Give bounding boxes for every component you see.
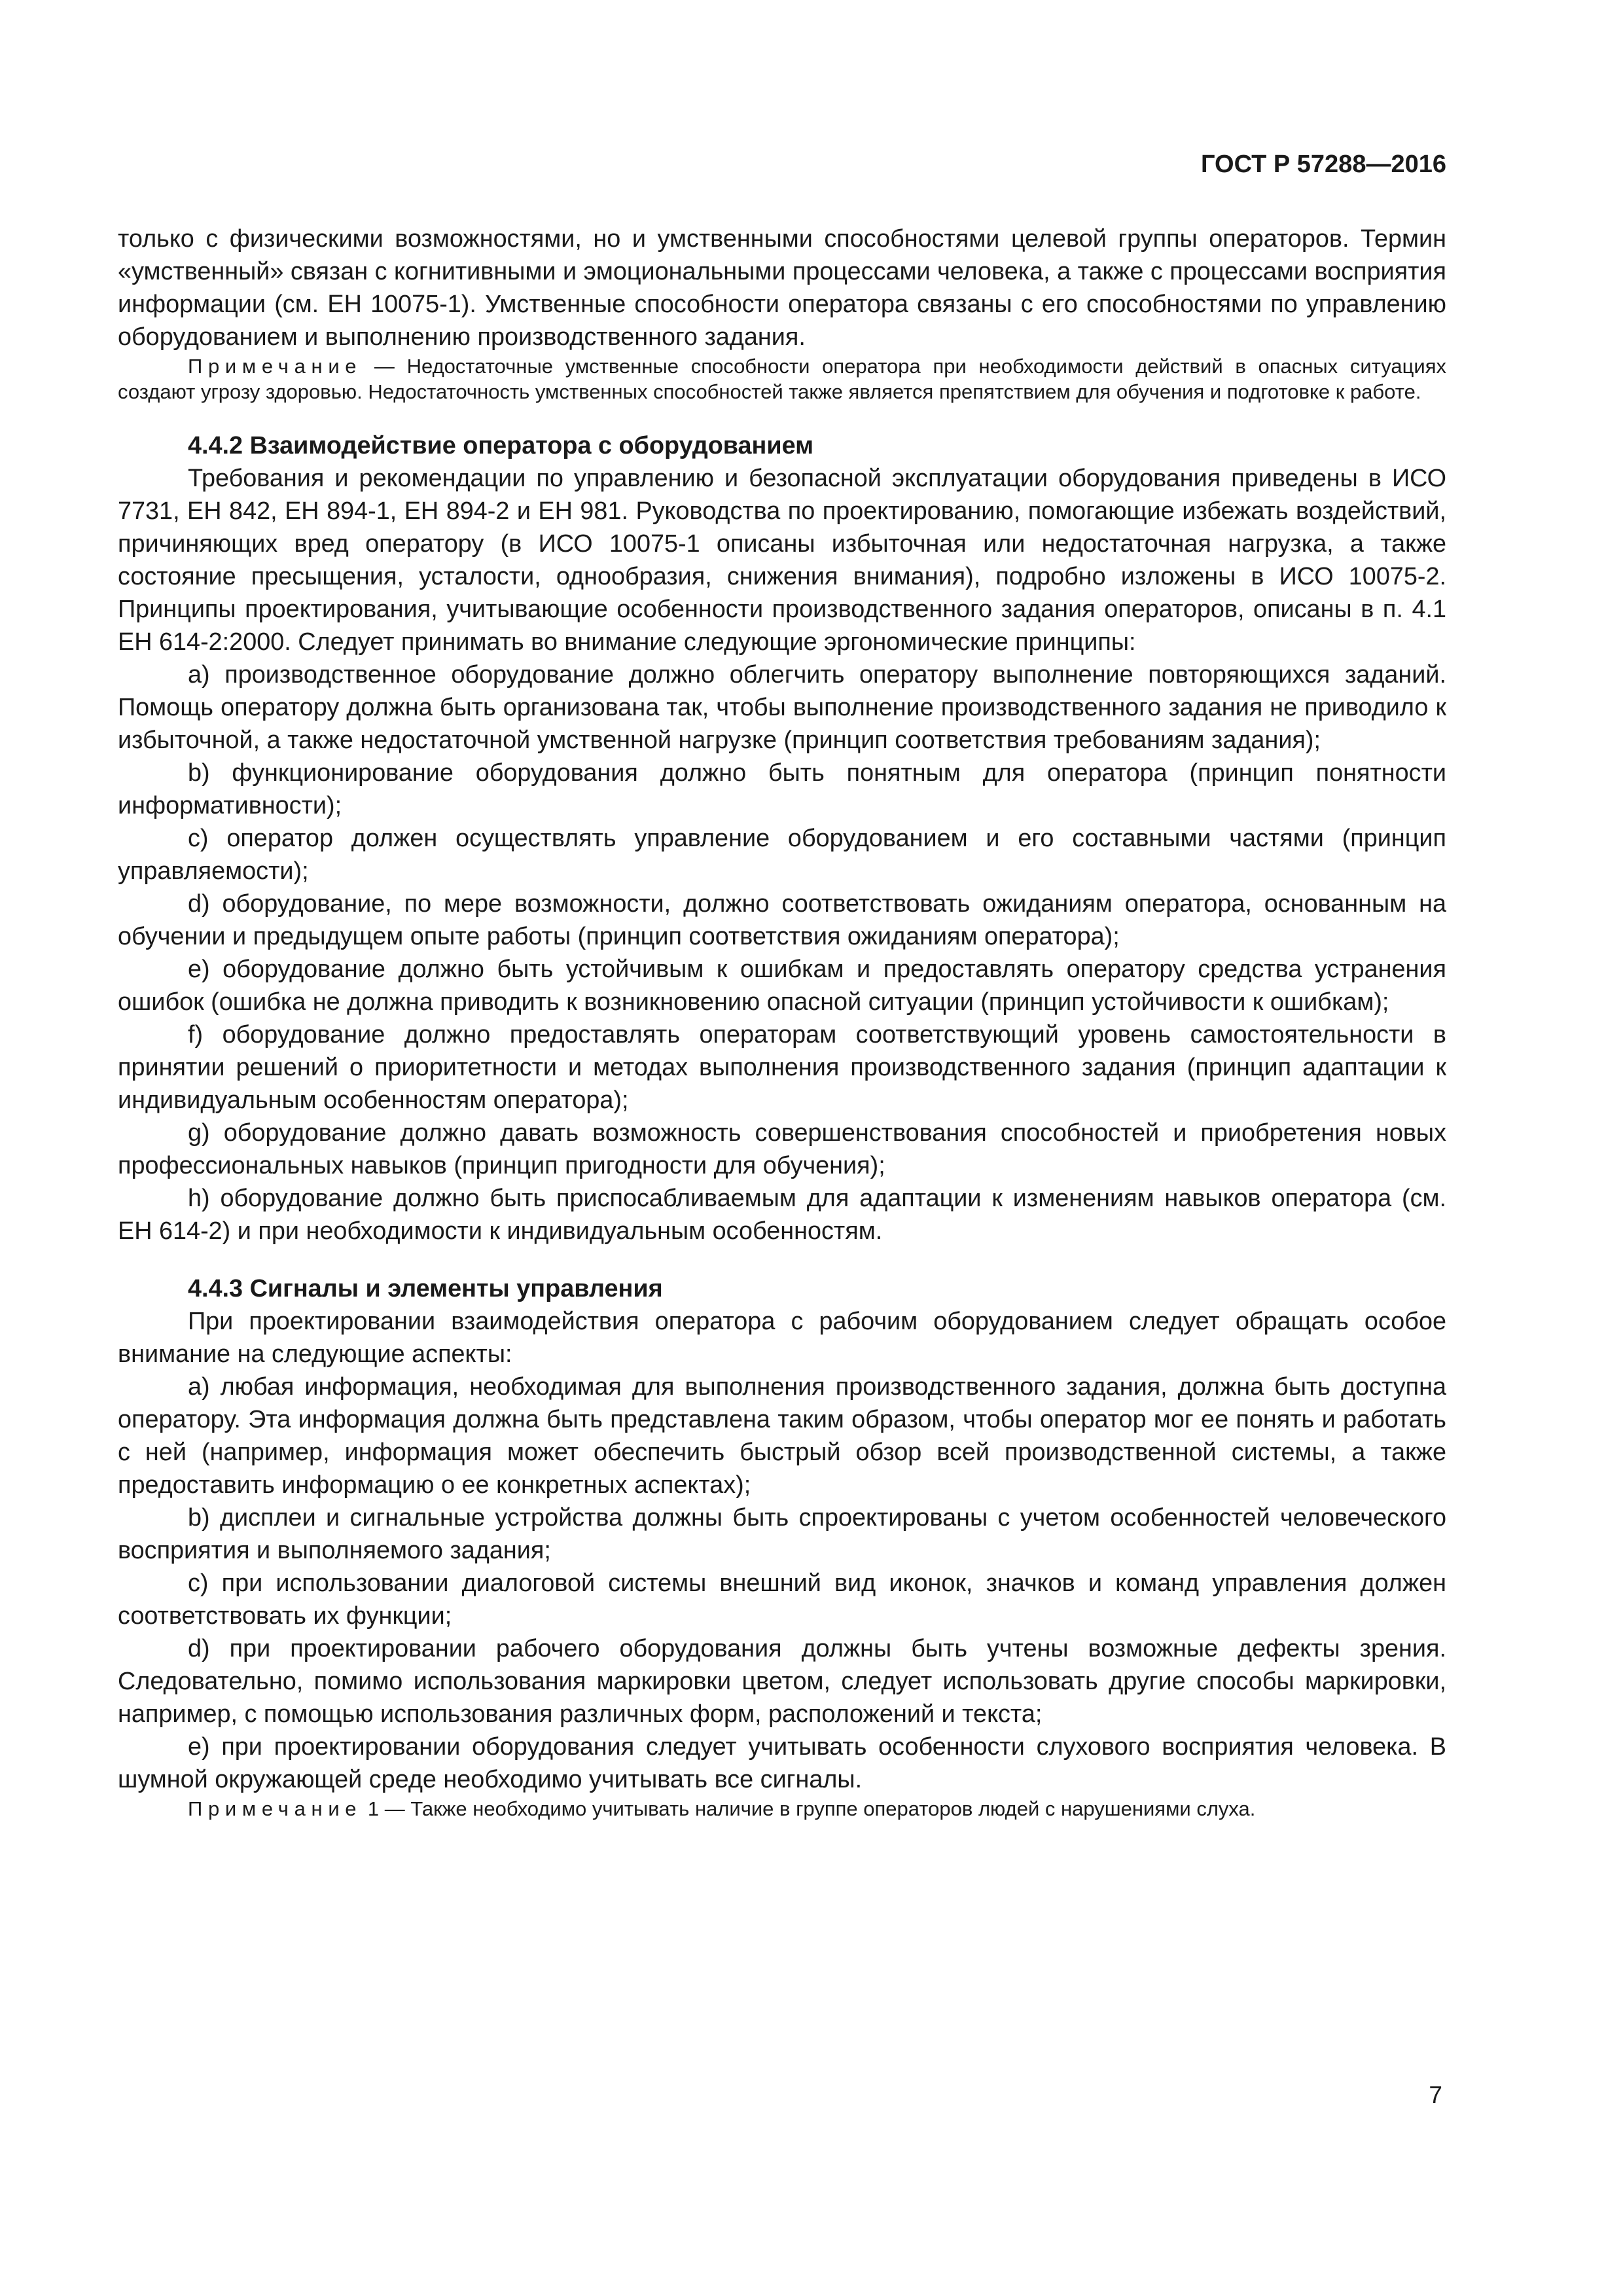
section-4-4-3-intro: При проектировании взаимодействия оператора с рабочим оборудованием следует обращать особое внимание на следующие аспекты: bbox=[118, 1308, 1446, 1368]
section-heading-4-4-2: 4.4.2 Взаимодействие оператора с оборудованием bbox=[188, 432, 814, 459]
list-item-442-a: а) производственное оборудование должно облегчить оператору выполнение повторяющихся заданий. Помощь оператору должна быть организована так, чтобы выполнение производственного задания не приводило к избыточной, а также недостаточной умственной нагрузке (принцип соответствия требованиям задания); bbox=[118, 661, 1446, 754]
list-item-443-c: с) при использовании диалоговой системы внешний вид иконок, значков и команд управления должен соответствовать их функции; bbox=[118, 1570, 1446, 1630]
note-label: Примечание bbox=[188, 1797, 363, 1820]
page-content bbox=[118, 223, 1446, 1821]
list-item-443-b: b) дисплеи и сигнальные устройства должны быть спроектированы с учетом особенностей человеческого восприятия и выполняемого задания; bbox=[118, 1504, 1446, 1564]
section-4-4-3-note bbox=[118, 1796, 1446, 1821]
list-item-442-g: g) оборудование должно давать возможность совершенствования способностей и приобретения новых профессиональных навыков (принцип пригодности для обучения); bbox=[118, 1119, 1446, 1179]
list-item-442-c: с) оператор должен осуществлять управление оборудованием и его составными частями (принцип управляемости); bbox=[118, 825, 1446, 885]
intro-paragraph: только с физическими возможностями, но и умственными способностями целевой группы операторов. Термин «умственный» связан с когнитивными и эмоциональными процессами человека, а также с процессами восприятия информации (см. ЕН 10075-1). Умственные способности оператора связаны с его способностями по управлению оборудованием и выполнению производственного задания. bbox=[118, 225, 1446, 351]
note-text: 1 — Также необходимо учитывать наличие в группе операторов людей с нарушениями слуха. bbox=[362, 1797, 1256, 1820]
list-item-442-h: h) оборудование должно быть приспосабливаемым для адаптации к изменениям навыков оператора (см. ЕН 614-2) и при необходимости к индивидуальным особенностям. bbox=[118, 1185, 1446, 1245]
note-label: Примечание bbox=[188, 355, 363, 378]
section-heading-4-4-3: 4.4.3 Сигналы и элементы управления bbox=[188, 1275, 663, 1302]
list-item-443-a: а) любая информация, необходимая для выполнения производственного задания, должна быть доступна оператору. Эта информация должна быть представлена таким образом, чтобы оператор мог ее понять и работать с ней (например, информация может обеспечить быстрый обзор всей производственной системы, а также предоставить информацию о ее конкретных аспектах); bbox=[118, 1373, 1446, 1499]
page-number: 7 bbox=[1429, 2081, 1442, 2108]
intro-note bbox=[118, 353, 1446, 404]
list-item-442-e: е) оборудование должно быть устойчивым к ошибкам и предоставлять оператору средства устранения ошибок (ошибка не должна приводить к возникновению опасной ситуации (принцип устойчивости к ошибкам); bbox=[118, 956, 1446, 1016]
list-item-443-d: d) при проектировании рабочего оборудования должны быть учтены возможные дефекты зрения. Следовательно, помимо использования маркировки цветом, следует использовать другие способы маркировки, например, с помощью использования различных форм, расположений и текста; bbox=[118, 1635, 1446, 1728]
list-item-442-f: f) оборудование должно предоставлять операторам соответствующий уровень самостоятельности в принятии решений о приоритетности и методах выполнения производственного задания (принцип адаптации к индивидуальным особенностям оператора); bbox=[118, 1021, 1446, 1114]
list-item-442-d: d) оборудование, по мере возможности, должно соответствовать ожиданиям оператора, основанным на обучении и предыдущем опыте работы (принцип соответствия ожиданиям оператора); bbox=[118, 890, 1446, 950]
document-id: ГОСТ Р 57288—2016 bbox=[1201, 151, 1446, 178]
note-text: — Недостаточные умственные способности оператора при необходимости действий в опасных ситуациях создают угрозу здоровью. Недостаточность умственных способностей также является препятствием для обучения и подготовке к работе. bbox=[118, 355, 1446, 403]
section-4-4-2-intro: Требования и рекомендации по управлению и безопасной эксплуатации оборудования приведены в ИСО 7731, ЕН 842, ЕН 894-1, ЕН 894-2 и ЕН 981. Руководства по проектированию, помогающие избежать воздействий, причиняющих вред оператору (в ИСО 10075-1 описаны избыточная или недостаточная нагрузка, а также состояние пресыщения, усталости, однообразия, снижения внимания), подробно изложены в ИСО 10075-2. Принципы проектирования, учитывающие особенности производственного задания операторов, описаны в п. 4.1 ЕН 614-2:2000. Следует принимать во внимание следующие эргономические принципы: bbox=[118, 465, 1446, 656]
list-item-443-e: е) при проектировании оборудования следует учитывать особенности слухового восприятия человека. В шумной окружающей среде необходимо учитывать все сигналы. bbox=[118, 1733, 1446, 1793]
list-item-442-b: b) функционирование оборудования должно быть понятным для оператора (принцип понятности информативности); bbox=[118, 759, 1446, 819]
